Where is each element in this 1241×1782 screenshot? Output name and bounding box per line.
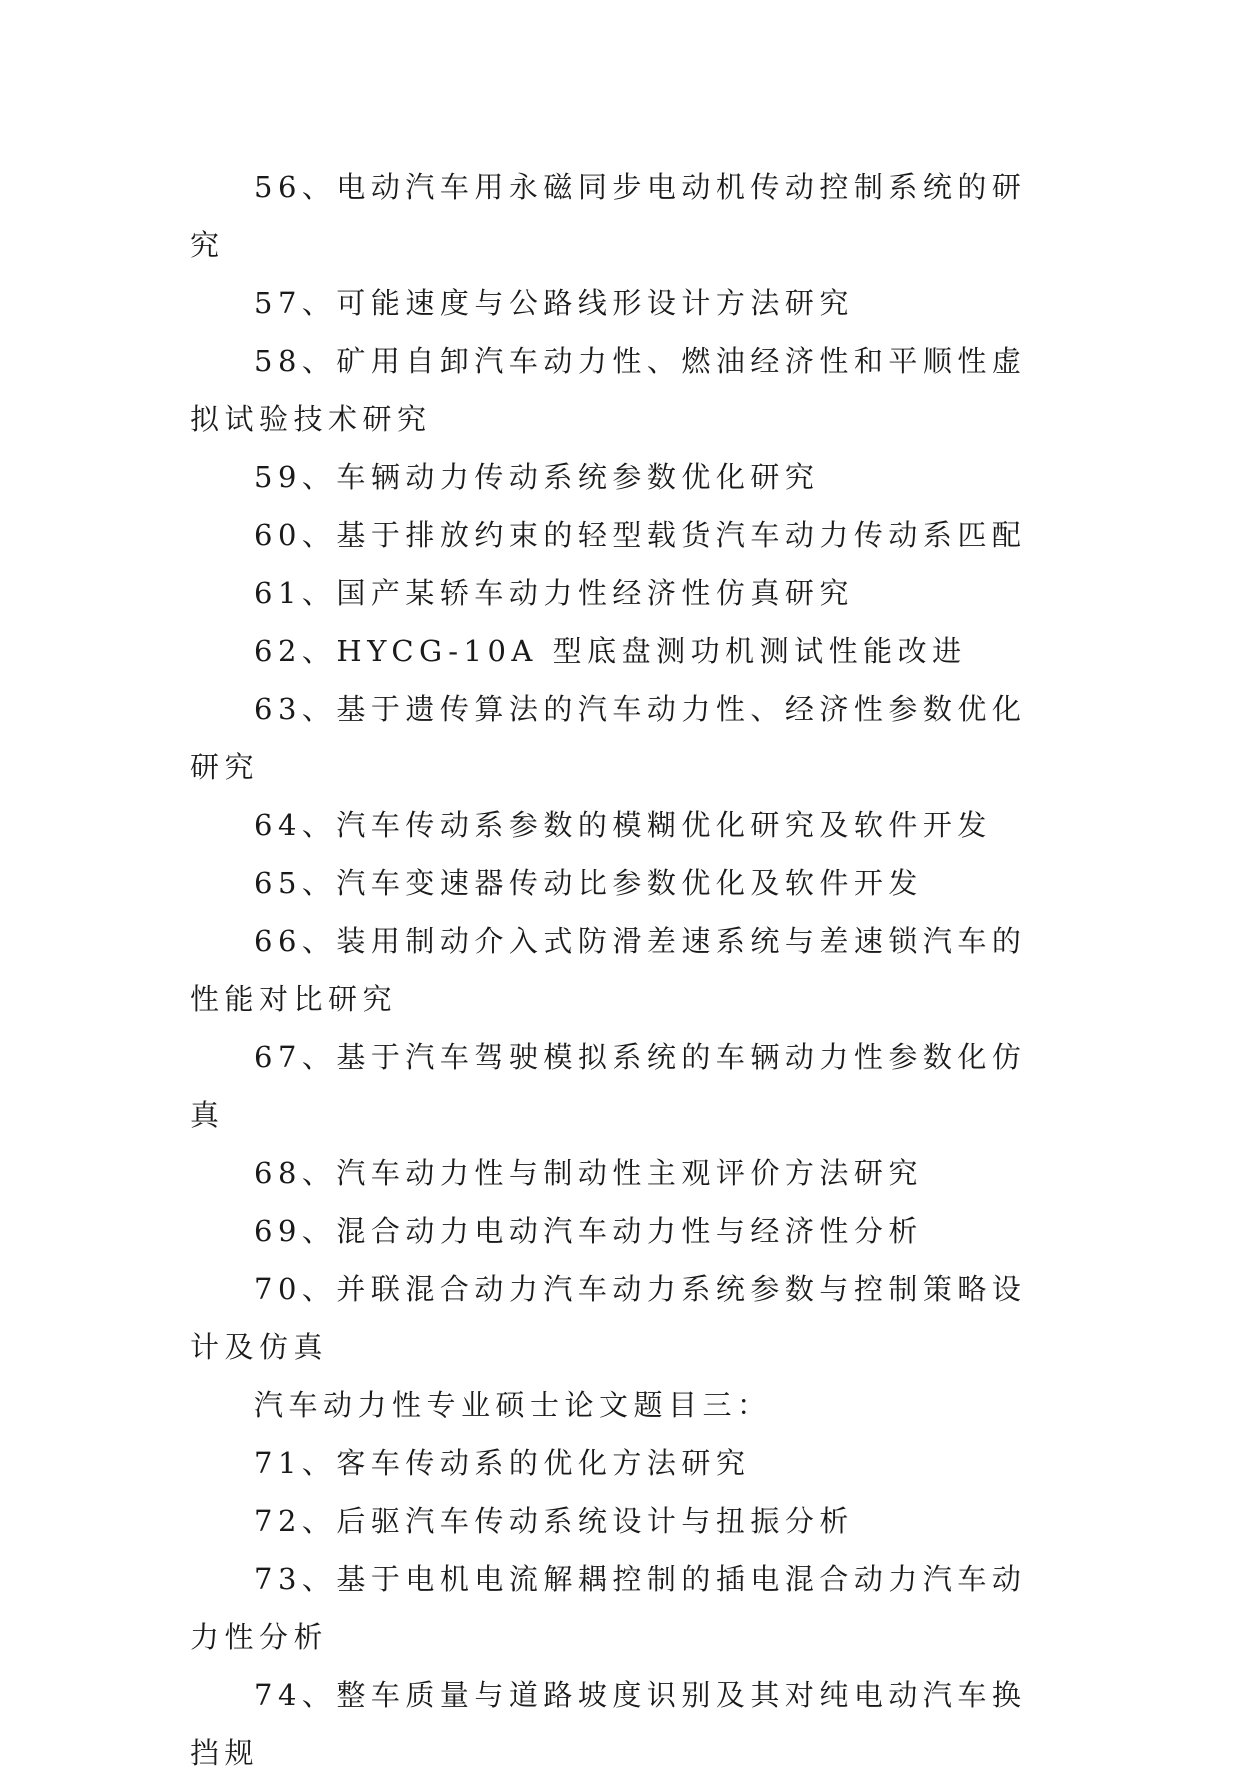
list-item: 70、并联混合动力汽车动力系统参数与控制策略设计及仿真	[190, 1272, 1027, 1364]
list-item: 60、基于排放约束的轻型载货汽车动力传动系匹配	[254, 518, 1027, 552]
section-heading: 汽车动力性专业硕士论文题目三：	[254, 1388, 772, 1422]
list-item: 68、汽车动力性与制动性主观评价方法研究	[254, 1156, 923, 1190]
list-item: 58、矿用自卸汽车动力性、燃油经济性和平顺性虚拟试验技术研究	[190, 344, 1027, 436]
list-item: 62、HYCG-10A 型底盘测功机测试性能改进	[254, 634, 967, 668]
list-item: 67、基于汽车驾驶模拟系统的车辆动力性参数化仿真	[190, 1040, 1027, 1132]
list-item: 74、整车质量与道路坡度识别及其对纯电动汽车换挡规	[190, 1678, 1027, 1770]
list-item: 69、混合动力电动汽车动力性与经济性分析	[254, 1214, 923, 1248]
list-item: 73、基于电机电流解耦控制的插电混合动力汽车动力性分析	[190, 1562, 1027, 1654]
list-item: 57、可能速度与公路线形设计方法研究	[254, 286, 854, 320]
list-item: 72、后驱汽车传动系统设计与扭振分析	[254, 1504, 854, 1538]
list-item: 64、汽车传动系参数的模糊优化研究及软件开发	[254, 808, 992, 842]
list-item: 56、电动汽车用永磁同步电动机传动控制系统的研究	[190, 170, 1027, 262]
list-item: 66、装用制动介入式防滑差速系统与差速锁汽车的性能对比研究	[190, 924, 1027, 1016]
list-item: 61、国产某轿车动力性经济性仿真研究	[254, 576, 854, 610]
list-item: 71、客车传动系的优化方法研究	[254, 1446, 751, 1480]
list-item: 59、车辆动力传动系统参数优化研究	[254, 460, 820, 494]
document-body	[190, 158, 1056, 1782]
list-item: 63、基于遗传算法的汽车动力性、经济性参数优化研究	[190, 692, 1027, 784]
list-item: 65、汽车变速器传动比参数优化及软件开发	[254, 866, 923, 900]
